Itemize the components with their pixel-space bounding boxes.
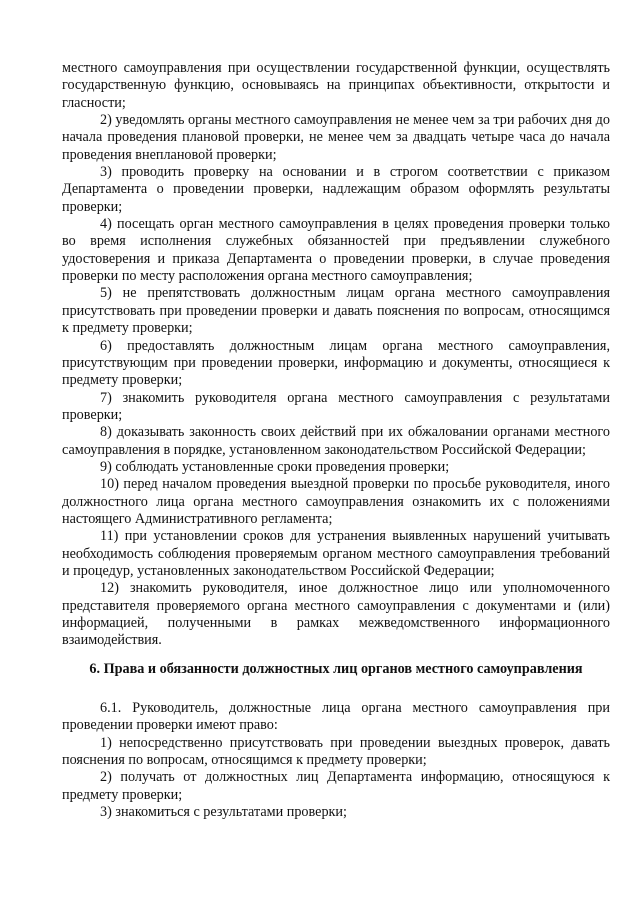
- paragraph-item-6: 6) предоставлять должностным лицам органа местного самоуправления, присутствующим при проведении проверки, информацию и документы, относящиеся к предмету проверки;: [62, 337, 610, 389]
- paragraph-item-4: 4) посещать орган местного самоуправления в целях проведения проверки только во время исполнения служебных обязанностей при предъявлении служебного удостоверения и приказа Департамента о проведении проверки, в случае проведения проверки по месту расположения органа местного самоуправления;: [62, 216, 610, 285]
- paragraph-item-11: 11) при установлении сроков для устранения выявленных нарушений учитывать необходимость соблюдения проверяемым органом местного самоуправления требований и процедур, установленных законодательством Российской Федерации;: [62, 528, 610, 579]
- paragraph-item-12: 12) знакомить руководителя, иное должностное лицо или уполномоченного представителя проверяемого органа местного самоуправления с документами и (или) информацией, полученными в рамках межведомственного информационного взаимодействия.: [62, 580, 610, 649]
- paragraph-item-10: 10) перед началом проведения выездной проверки по просьбе руководителя, иного должностного лица органа местного самоуправления ознакомить их с положениями настоящего Административного регламента;: [62, 476, 610, 527]
- paragraph-item-8: 8) доказывать законность своих действий при их обжаловании органами местного самоуправления в порядке, установленном законодательством Российской Федерации;: [62, 424, 610, 458]
- paragraph-6-1: 6.1. Руководитель, должностные лица органа местного самоуправления при проведении проверки имеют право:: [62, 700, 610, 734]
- paragraph-item-2: 2) уведомлять органы местного самоуправления не менее чем за три рабочих дня до начала проведения плановой проверки, не менее чем за двадцать четыре часа до начала проведения внеплановой проверки;: [62, 112, 610, 163]
- paragraph-item-9: 9) соблюдать установленные сроки проведения проверки;: [100, 458, 450, 475]
- paragraph-right-1: 1) непосредственно присутствовать при проведении выездных проверок, давать пояснения по вопросам, относящимся к предмету проверки;: [62, 734, 610, 769]
- paragraph-item-7: 7) знакомить руководителя органа местного самоуправления с результатами проверки;: [62, 389, 610, 423]
- paragraph-item-5: 5) не препятствовать должностным лицам органа местного самоуправления присутствовать при проведении проверки и давать пояснения по вопросам, относящимся к предмету проверки;: [62, 285, 610, 337]
- paragraph-continuation: местного самоуправления при осуществлении государственной функции, осуществлять государственную функцию, основываясь на принципах объективности, открытости и гласности;: [62, 60, 610, 111]
- document-page: [62, 60, 610, 821]
- paragraph-right-2: 2) получать от должностных лиц Департамента информацию, относящуюся к предмету проверки;: [62, 769, 610, 803]
- paragraph-right-3: 3) знакомиться с результатами проверки;: [100, 804, 347, 821]
- paragraph-item-3: 3) проводить проверку на основании и в строгом соответствии с приказом Департамента о проведении проверки, надлежащим образом оформлять результаты проверки;: [62, 164, 610, 215]
- section-heading: 6. Права и обязанности должностных лиц органов местного самоуправления: [89, 660, 583, 677]
